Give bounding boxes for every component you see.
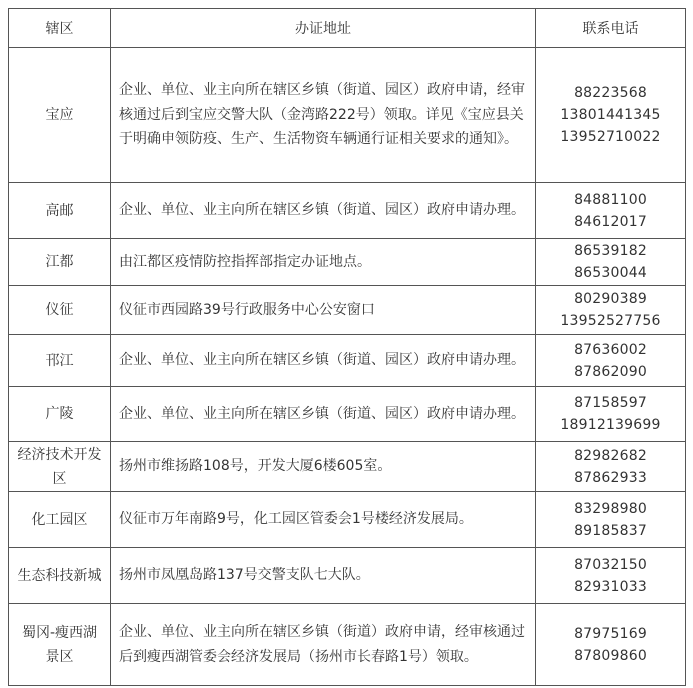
- phone-number: 80290389: [574, 291, 647, 307]
- district-cell: 经济技术开发区: [9, 442, 111, 492]
- phone-number: 87809860: [574, 647, 647, 664]
- table-row: [9, 548, 686, 604]
- district-cell: 江都: [9, 239, 111, 286]
- header-district: 辖区: [9, 9, 111, 48]
- table-row: [9, 387, 686, 442]
- phone-number: 86539182: [574, 243, 647, 259]
- table-row: [9, 492, 686, 548]
- phone-number: 88223568: [574, 85, 647, 101]
- district-cell: 宝应: [9, 48, 111, 183]
- phone-cell: [536, 492, 686, 548]
- address-cell: 由江都区疫情防控指挥部指定办证地点。: [111, 239, 536, 286]
- table-row: [9, 183, 686, 239]
- phone-number: 87862090: [574, 363, 647, 380]
- phone-number: 87636002: [574, 341, 647, 358]
- phone-number: 13952527756: [560, 313, 661, 329]
- phone-number: 89185837: [574, 522, 647, 539]
- address-cell: 企业、单位、业主向所在辖区乡镇（街道、园区）政府申请，经审核通过后到宝应交警大队（金湾路222号）领取。详见《宝应县关于明确申领防疫、生产、生活物资车辆通行证相关要求的通知》。: [111, 48, 536, 183]
- table-row: [9, 442, 686, 492]
- table-row: [9, 48, 686, 183]
- phone-number: 82982682: [574, 447, 647, 464]
- header-address: 办证地址: [111, 9, 536, 48]
- district-cell: 高邮: [9, 183, 111, 239]
- district-cell: 邗江: [9, 335, 111, 387]
- address-cell: 企业、单位、业主向所在辖区乡镇（街道、园区）政府申请办理。: [111, 183, 536, 239]
- phone-number: 84881100: [574, 191, 647, 208]
- phone-number: 13952710022: [560, 129, 661, 145]
- phone-number: 13801441345: [560, 107, 661, 123]
- table-row: [9, 286, 686, 335]
- address-cell: 扬州市维扬路108号，开发大厦6楼605室。: [111, 442, 536, 492]
- phone-cell: [536, 239, 686, 286]
- phone-number: 83298980: [574, 500, 647, 517]
- header-phone: 联系电话: [536, 9, 686, 48]
- table-row: [9, 604, 686, 686]
- phone-number: 87158597: [574, 395, 647, 411]
- district-cell: 化工园区: [9, 492, 111, 548]
- phone-number: 84612017: [574, 213, 647, 230]
- phone-number: 86530044: [574, 265, 647, 281]
- address-cell: 企业、单位、业主向所在辖区乡镇（街道、园区）政府申请办理。: [111, 387, 536, 442]
- address-cell: 企业、单位、业主向所在辖区乡镇（街道）政府申请，经审核通过后到瘦西湖管委会经济发展局（扬州市长春路1号）领取。: [111, 604, 536, 686]
- table-row: [9, 239, 686, 286]
- permit-office-table: [8, 8, 686, 686]
- table-row: [9, 335, 686, 387]
- district-cell: 生态科技新城: [9, 548, 111, 604]
- address-cell: 企业、单位、业主向所在辖区乡镇（街道、园区）政府申请办理。: [111, 335, 536, 387]
- phone-number: 18912139699: [560, 417, 661, 433]
- district-cell: 广陵: [9, 387, 111, 442]
- phone-cell: [536, 604, 686, 686]
- phone-cell: [536, 183, 686, 239]
- phone-number: 82931033: [574, 578, 647, 595]
- address-cell: 仪征市万年南路9号，化工园区管委会1号楼经济发展局。: [111, 492, 536, 548]
- phone-number: 87032150: [574, 556, 647, 573]
- table-header-row: [9, 9, 686, 48]
- address-cell: 仪征市西园路39号行政服务中心公安窗口: [111, 286, 536, 335]
- phone-cell: [536, 548, 686, 604]
- district-cell: 仪征: [9, 286, 111, 335]
- phone-cell: [536, 387, 686, 442]
- address-cell: 扬州市凤凰岛路137号交警支队七大队。: [111, 548, 536, 604]
- phone-number: 87975169: [574, 625, 647, 642]
- district-cell: 蜀冈-瘦西湖景区: [9, 604, 111, 686]
- phone-cell: [536, 335, 686, 387]
- phone-cell: [536, 48, 686, 183]
- phone-number: 87862933: [574, 469, 647, 486]
- phone-cell: [536, 442, 686, 492]
- phone-cell: [536, 286, 686, 335]
